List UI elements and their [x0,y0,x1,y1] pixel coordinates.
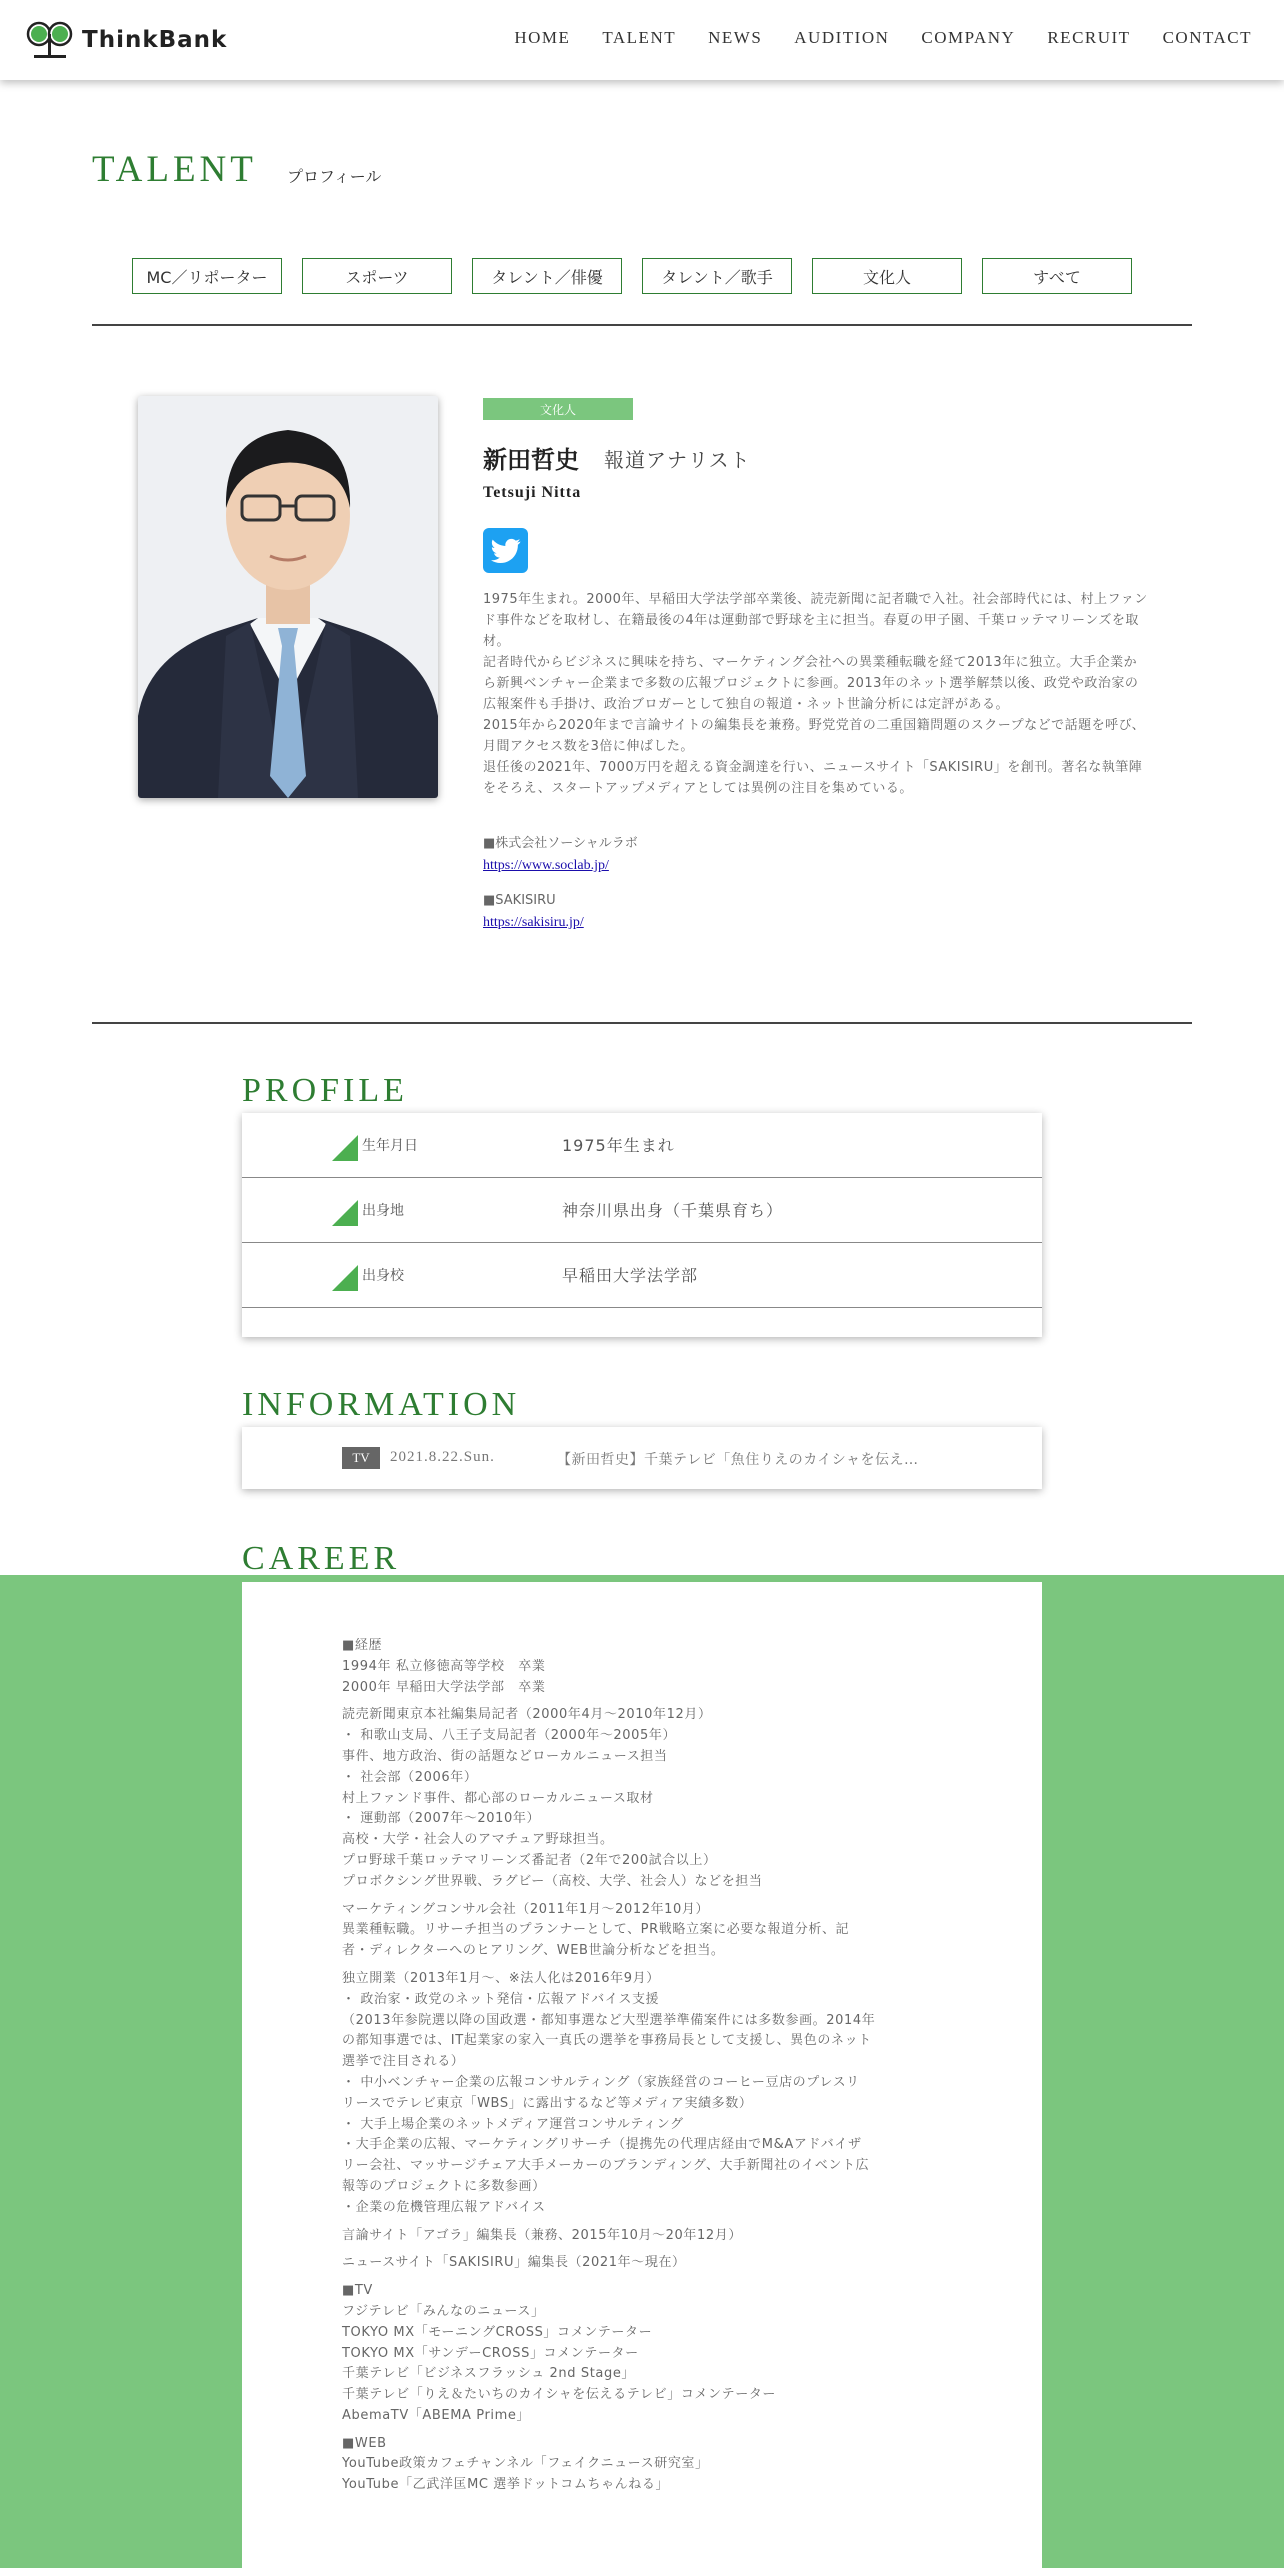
profile-table [242,1113,1042,1337]
profile-label: 生年月日 [362,1138,418,1154]
talent-name: 新田哲史 [483,446,579,474]
bio-paragraph: 2015年から2020年まで言論サイトの編集長を兼務。野党党首の二重国籍問題のスクープなどで話題を呼び、月間アクセス数を3倍に伸ばした。 [483,718,1146,754]
profile-row [242,1178,1042,1243]
site-header [0,0,1284,80]
category-button-all[interactable]: すべて [982,258,1132,294]
profile-row [242,1243,1042,1308]
category-button-culture[interactable]: 文化人 [812,258,962,294]
news-item[interactable] [242,1427,1042,1489]
category-badge: 文化人 [483,398,633,420]
profile-value: 早稲田大学法学部 [562,1266,699,1285]
nav-company[interactable]: COMPANY [921,28,1016,47]
divider [92,1022,1192,1024]
career-paragraph: 言論サイト「アゴラ」編集長（兼務、2015年10月～20年12月） [342,2227,742,2243]
career-paragraph: 読売新聞東京本社編集局記者（2000年4月～2010年12月） ・ 和歌山支局、八王子支局記者（2000年～2005年） 事件、地方政治、街の話題などローカルニュース担当 ・ 社会部（2006年） 村上ファンド事件、都心部のローカルニュース取材 ・ 運動部（2007年～2010年） 高校・大学・社会人のアマチュア野球担当。 プロ野球千葉ロッテマリーンズ番記者（2年で200試合以上） プロボクシング世界戦、ラグビー（高校、大学、社会人）などを担当 [342,1707,763,1889]
logo-text: ThinkBank [82,27,228,53]
career-paragraph: ■TV フジテレビ「みんなのニュース」 TOKYO MX「モーニングCROSS」コメンテーター TOKYO MX「サンデーCROSS」コメンテーター 千葉テレビ「ビジネスフラッシュ 2nd Stage」 千葉テレビ「りえ＆たいちのカイシャを伝えるテレビ」コメンテーター AbemaTV「ABEMA Prime」 [342,2283,777,2423]
information-section-title: INFORMATION [242,1386,521,1423]
career-paragraph: マーケティングコンサル会社（2011年1月～2012年10月） 異業種転職。リサーチ担当のプランナーとして、PR戦略立案に必要な報道分析、記 者・ディレクターへのヒアリング、WEB世論分析などを担当。 [342,1901,850,1959]
profile-photo [138,396,438,798]
media-tag: TV [342,1447,380,1469]
nav-recruit[interactable]: RECRUIT [1047,28,1131,47]
news-date: 2021.8.22.Sun. [390,1449,495,1465]
category-button-mc[interactable]: MC／リポーター [132,258,282,294]
profile-row [242,1113,1042,1178]
bio-paragraph: 1975年生まれ。2000年、早稲田大学法学部卒業後、読売新聞に記者職で入社。社会部時代には、村上ファンド事件などを取材し、在籍最後の4年は運動部で野球を主に担当。春夏の甲子園、千葉ロッテマリーンズを取材。 [483,592,1148,649]
twitter-bird-icon [491,538,521,564]
bio-paragraph: 退任後の2021年、7000万円を超える資金調達を行い、ニュースサイト「SAKISIRU」を創刊。著名な執筆陣をそろえ、スタートアップメディアとしては異例の注目を集めている。 [483,760,1143,796]
page-subtitle: プロフィール [287,167,382,186]
sakisiru-link-block [483,890,584,934]
company-link-label: ■株式会社ソーシャルラボ [483,836,638,851]
career-paragraph: ■経歴 1994年 私立修徳高等学校 卒業 2000年 早稲田大学法学部 卒業 [342,1638,546,1695]
divider [92,324,1192,326]
twitter-link[interactable] [483,528,528,573]
triangle-marker-icon [332,1265,358,1291]
page-title: TALENT [92,149,257,190]
main-nav [482,28,1252,48]
category-button-sports[interactable]: スポーツ [302,258,452,294]
nav-talent[interactable]: TALENT [602,28,677,47]
career-paragraph: 独立開業（2013年1月～、※法人化は2016年9月） ・ 政治家・政党のネット発信・広報アドバイス支援 （2013年参院選以降の国政選・都知事選など大型選挙準備案件には多数参画。2014年 の都知事選では、IT起業家の家入一真氏の選挙を事務局長として支援し、異色のネット 選挙で注目される） ・ 中小ベンチャー企業の広報コンサルティング（家族経営のコーヒー豆店のプレスリ リースでテレビ東京「WBS」に露出するなど等メディア実績多数） ・ 大手上場企業のネットメディア運営コンサルティング ・大手企業の広報、マーケティングリサーチ（提携先の代理店経由でM&Aアドバイザ リー会社、マッサージチェア大手メーカーのブランディング、大手新聞社のイベント広 報等のプロジェクトに多数参画） ・企業の危機管理広報アドバイス [342,1970,876,2215]
nav-contact[interactable]: CONTACT [1162,28,1252,47]
category-button-actor[interactable]: タレント／俳優 [472,258,622,294]
logo-tree-icon [26,20,74,60]
profile-label: 出身地 [362,1203,404,1219]
nav-news[interactable]: NEWS [708,28,763,47]
talent-name-english: Tetsuji Nitta [483,484,582,501]
career-panel [242,1582,1042,2568]
bio-paragraph: 記者時代からビジネスに興味を持ち、マーケティング会社への異業種転職を経て2013年に独立。大手企業から新興ベンチャー企業まで多数の広報プロジェクトに参画。2013年のネット選挙解禁以後、政党や政治家の広報案件も手掛け、政治ブロガーとして独自の報道・ネット世論分析には定評がある。 [483,655,1139,712]
career-paragraph: ニュースサイト「SAKISIRU」編集長（2021年～現在） [342,2255,686,2271]
profile-value: 1975年生まれ [562,1136,675,1155]
career-text [342,1636,982,2503]
talent-bio [483,589,1148,799]
nav-home[interactable]: HOME [514,28,571,47]
profile-section-title: PROFILE [242,1072,408,1109]
nav-audition[interactable]: AUDITION [794,28,890,47]
category-filter [132,258,1152,294]
profile-label: 出身校 [362,1268,404,1284]
sakisiru-link-label: ■SAKISIRU [483,893,556,908]
logo[interactable] [26,20,227,60]
sakisiru-link[interactable]: https://sakisiru.jp/ [483,915,584,930]
news-title: 【新田哲史】千葉テレビ「魚住りえのカイシャを伝え… [557,1452,919,1468]
profile-value: 神奈川県出身（千葉県育ち） [562,1201,784,1220]
company-link[interactable]: https://www.soclab.jp/ [483,858,609,873]
talent-role: 報道アナリスト [604,448,751,472]
career-section-title: CAREER [242,1540,401,1577]
category-button-singer[interactable]: タレント／歌手 [642,258,792,294]
company-link-block [483,833,638,877]
career-paragraph: ■WEB YouTube政策カフェチャンネル「フェイクニュース研究室」 YouTube「乙武洋匡MC 選挙ドットコムちゃんねる」 [342,2435,709,2493]
triangle-marker-icon [332,1200,358,1226]
triangle-marker-icon [332,1135,358,1161]
